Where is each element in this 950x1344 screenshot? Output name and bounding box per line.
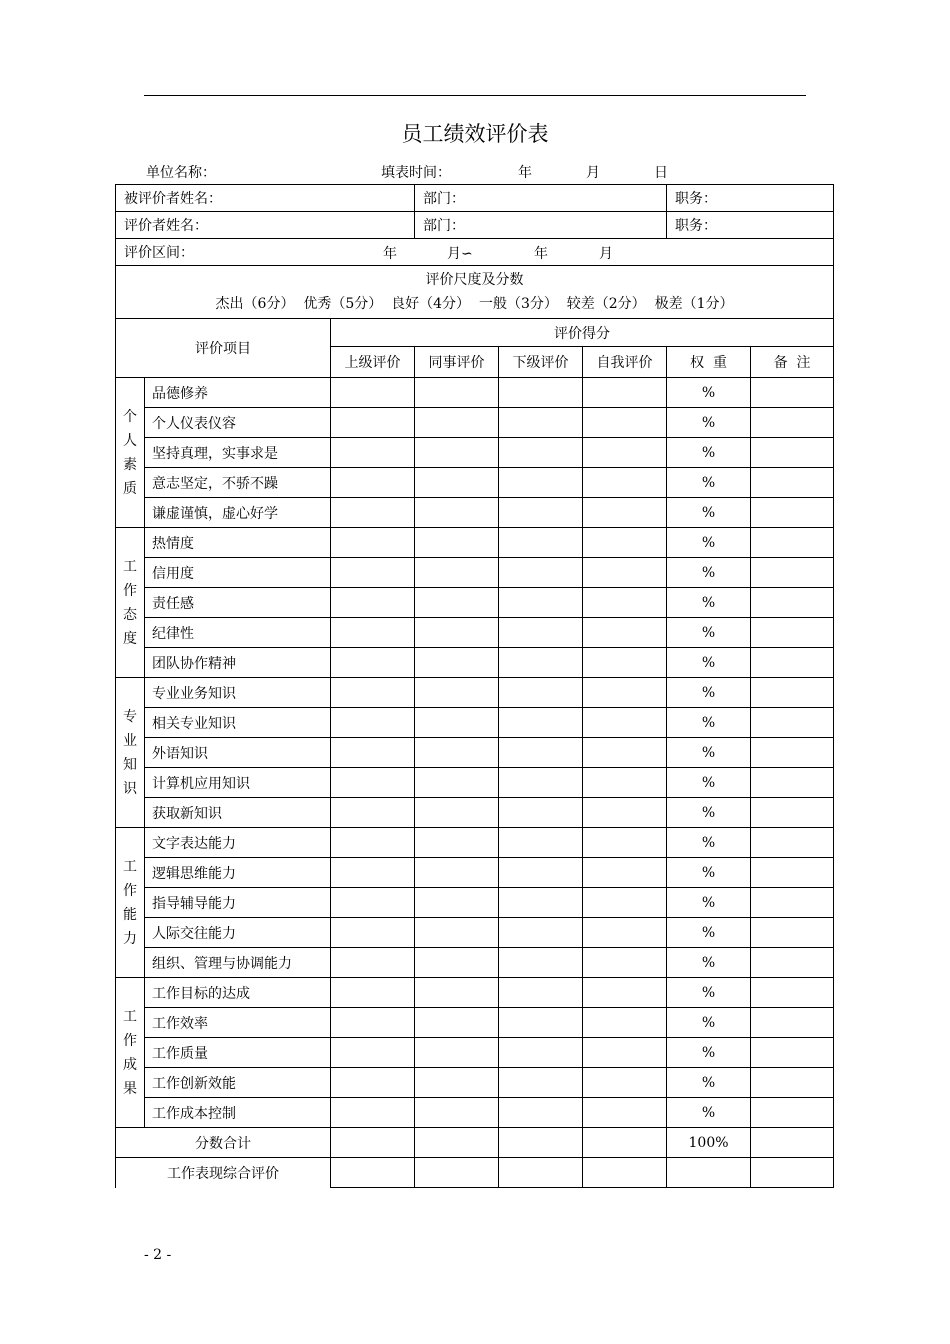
- item-row: [116, 978, 834, 1008]
- weight-cell[interactable]: %: [667, 378, 751, 408]
- total-superior-cell[interactable]: [331, 1128, 415, 1158]
- self-score-cell[interactable]: [583, 648, 667, 678]
- subordinate-score-cell[interactable]: [499, 918, 583, 948]
- self-score-cell[interactable]: [583, 708, 667, 738]
- item-label: 组织、管理与协调能力: [145, 948, 331, 978]
- peer-score-cell[interactable]: [415, 918, 499, 948]
- self-score-cell[interactable]: [583, 498, 667, 528]
- period-label: 评价区间：: [124, 245, 194, 261]
- item-label: 坚持真理，实事求是: [145, 438, 331, 468]
- superior-score-cell[interactable]: [331, 978, 415, 1008]
- item-label: 获取新知识: [145, 798, 331, 828]
- item-label: 工作质量: [145, 1038, 331, 1068]
- superior-score-cell[interactable]: [331, 708, 415, 738]
- self-score-cell[interactable]: [583, 918, 667, 948]
- superior-score-cell[interactable]: [331, 408, 415, 438]
- weight-cell[interactable]: %: [667, 528, 751, 558]
- subordinate-score-cell[interactable]: [499, 1038, 583, 1068]
- superior-score-cell[interactable]: [331, 378, 415, 408]
- total-subordinate-cell[interactable]: [499, 1128, 583, 1158]
- item-row: [116, 1098, 834, 1128]
- weight-cell[interactable]: %: [667, 438, 751, 468]
- weight-cell[interactable]: %: [667, 1098, 751, 1128]
- period-year: 年: [383, 246, 397, 262]
- item-row: [116, 918, 834, 948]
- evaluator-position-field[interactable]: 职务：: [667, 212, 834, 239]
- self-score-cell[interactable]: [583, 828, 667, 858]
- weight-cell[interactable]: %: [667, 1038, 751, 1068]
- total-peer-cell[interactable]: [415, 1128, 499, 1158]
- item-row: [116, 888, 834, 918]
- peer-score-cell[interactable]: [415, 408, 499, 438]
- weight-cell[interactable]: %: [667, 948, 751, 978]
- item-row: [116, 498, 834, 528]
- subordinate-score-cell[interactable]: [499, 648, 583, 678]
- category-label: [116, 678, 145, 828]
- remark-cell[interactable]: [751, 798, 834, 828]
- rating-scale-title: 评价尺度及分数: [425, 272, 524, 288]
- peer-score-cell[interactable]: [415, 378, 499, 408]
- header-rule: [144, 95, 806, 96]
- item-label: 工作目标的达成: [145, 978, 331, 1008]
- remark-cell[interactable]: [751, 408, 834, 438]
- self-score-cell[interactable]: [583, 408, 667, 438]
- item-row: [116, 1068, 834, 1098]
- category-name: 个人素质: [123, 408, 137, 497]
- self-score-cell[interactable]: [583, 798, 667, 828]
- remark-cell[interactable]: [751, 1008, 834, 1038]
- item-label: 相关专业知识: [145, 708, 331, 738]
- superior-score-cell[interactable]: [331, 468, 415, 498]
- peer-score-cell[interactable]: [415, 528, 499, 558]
- peer-score-cell[interactable]: [415, 708, 499, 738]
- item-label: 逻辑思维能力: [145, 858, 331, 888]
- self-score-cell[interactable]: [583, 588, 667, 618]
- peer-score-cell[interactable]: [415, 828, 499, 858]
- superior-score-cell[interactable]: [331, 618, 415, 648]
- overall-label: 工作表现综合评价: [116, 1158, 331, 1188]
- subordinate-score-cell[interactable]: [499, 768, 583, 798]
- item-label: 人际交往能力: [145, 918, 331, 948]
- weight-cell[interactable]: %: [667, 768, 751, 798]
- evaluatee-department-field[interactable]: 部门：: [415, 185, 667, 212]
- subordinate-score-cell[interactable]: [499, 438, 583, 468]
- weight-cell[interactable]: %: [667, 708, 751, 738]
- subordinate-score-cell[interactable]: [499, 408, 583, 438]
- remark-cell[interactable]: [751, 378, 834, 408]
- subordinate-score-cell[interactable]: [499, 378, 583, 408]
- self-score-cell[interactable]: [583, 1098, 667, 1128]
- peer-score-cell[interactable]: [415, 888, 499, 918]
- weight-cell[interactable]: %: [667, 618, 751, 648]
- item-row: [116, 798, 834, 828]
- remark-cell[interactable]: [751, 1098, 834, 1128]
- fill-year: 年: [518, 165, 532, 181]
- remark-cell[interactable]: [751, 978, 834, 1008]
- unit-name-label: 单位名称：: [146, 165, 216, 181]
- peer-score-cell[interactable]: [415, 1008, 499, 1038]
- column-header-weight: 权 重: [667, 347, 751, 378]
- remark-cell[interactable]: [751, 828, 834, 858]
- subordinate-score-cell[interactable]: [499, 528, 583, 558]
- superior-score-cell[interactable]: [331, 768, 415, 798]
- weight-cell[interactable]: %: [667, 888, 751, 918]
- overall-row: [116, 1158, 834, 1188]
- superior-score-cell[interactable]: [331, 888, 415, 918]
- remark-cell[interactable]: [751, 1038, 834, 1068]
- subordinate-score-cell[interactable]: [499, 558, 583, 588]
- item-label: 文字表达能力: [145, 828, 331, 858]
- category-name: 工作态度: [123, 558, 137, 647]
- item-row: [116, 528, 834, 558]
- fill-time-label: 填表时间：: [381, 165, 451, 181]
- item-label: 谦虚谨慎，虚心好学: [145, 498, 331, 528]
- subordinate-score-cell[interactable]: [499, 468, 583, 498]
- self-score-cell[interactable]: [583, 558, 667, 588]
- subordinate-score-cell[interactable]: [499, 1098, 583, 1128]
- evaluator-department-field[interactable]: 部门：: [415, 212, 667, 239]
- weight-cell[interactable]: %: [667, 588, 751, 618]
- weight-cell[interactable]: %: [667, 1068, 751, 1098]
- item-row: [116, 768, 834, 798]
- peer-score-cell[interactable]: [415, 588, 499, 618]
- item-label: 个人仪表仪容: [145, 408, 331, 438]
- weight-cell[interactable]: %: [667, 978, 751, 1008]
- column-header-remark: 备 注: [751, 347, 834, 378]
- total-weight-cell: 100%: [667, 1128, 751, 1158]
- self-score-cell[interactable]: [583, 978, 667, 1008]
- category-label: [116, 978, 145, 1128]
- peer-score-cell[interactable]: [415, 1038, 499, 1068]
- peer-score-cell[interactable]: [415, 978, 499, 1008]
- evaluator-name-field[interactable]: 评价者姓名：: [116, 212, 415, 239]
- superior-score-cell[interactable]: [331, 678, 415, 708]
- category-name: 工作能力: [123, 858, 137, 947]
- remark-cell[interactable]: [751, 768, 834, 798]
- subordinate-score-cell[interactable]: [499, 888, 583, 918]
- weight-cell[interactable]: %: [667, 498, 751, 528]
- remark-cell[interactable]: [751, 558, 834, 588]
- self-score-cell[interactable]: [583, 378, 667, 408]
- weight-cell[interactable]: %: [667, 408, 751, 438]
- category-label: [116, 528, 145, 678]
- remark-cell[interactable]: [751, 528, 834, 558]
- remark-cell[interactable]: [751, 708, 834, 738]
- subordinate-score-cell[interactable]: [499, 1068, 583, 1098]
- item-row: [116, 1038, 834, 1068]
- self-score-cell[interactable]: [583, 858, 667, 888]
- self-score-cell[interactable]: [583, 1008, 667, 1038]
- item-label: 工作成本控制: [145, 1098, 331, 1128]
- evaluatee-name-field[interactable]: 被评价者姓名：: [116, 185, 415, 212]
- subordinate-score-cell[interactable]: [499, 618, 583, 648]
- superior-score-cell[interactable]: [331, 1008, 415, 1038]
- item-row: [116, 708, 834, 738]
- item-label: 热情度: [145, 528, 331, 558]
- column-header-subordinate: 下级评价: [499, 347, 583, 378]
- item-row: [116, 678, 834, 708]
- self-score-cell[interactable]: [583, 1038, 667, 1068]
- self-score-cell[interactable]: [583, 528, 667, 558]
- superior-score-cell[interactable]: [331, 918, 415, 948]
- remark-cell[interactable]: [751, 918, 834, 948]
- peer-score-cell[interactable]: [415, 438, 499, 468]
- overall-cell[interactable]: [583, 1158, 667, 1188]
- item-label: 纪律性: [145, 618, 331, 648]
- subordinate-score-cell[interactable]: [499, 948, 583, 978]
- self-score-cell[interactable]: [583, 618, 667, 648]
- peer-score-cell[interactable]: [415, 468, 499, 498]
- rating-scale: [116, 266, 834, 319]
- overall-cell[interactable]: [751, 1158, 834, 1188]
- overall-cell[interactable]: [415, 1158, 499, 1188]
- peer-score-cell[interactable]: [415, 948, 499, 978]
- item-label: 指导辅导能力: [145, 888, 331, 918]
- subordinate-score-cell[interactable]: [499, 588, 583, 618]
- item-row: [116, 408, 834, 438]
- remark-cell[interactable]: [751, 1068, 834, 1098]
- overall-cell[interactable]: [667, 1158, 751, 1188]
- remark-cell[interactable]: [751, 468, 834, 498]
- total-label: 分数合计: [116, 1128, 331, 1158]
- item-row: [116, 948, 834, 978]
- item-row: [116, 588, 834, 618]
- evaluation-table: [115, 184, 834, 1188]
- peer-score-cell[interactable]: [415, 768, 499, 798]
- self-score-cell[interactable]: [583, 948, 667, 978]
- remark-cell[interactable]: [751, 498, 834, 528]
- category-label: [116, 378, 145, 528]
- peer-score-cell[interactable]: [415, 1068, 499, 1098]
- peer-score-cell[interactable]: [415, 678, 499, 708]
- subordinate-score-cell[interactable]: [499, 498, 583, 528]
- self-score-cell[interactable]: [583, 678, 667, 708]
- total-row: [116, 1128, 834, 1158]
- item-label: 专业业务知识: [145, 678, 331, 708]
- peer-score-cell[interactable]: [415, 498, 499, 528]
- weight-cell[interactable]: %: [667, 678, 751, 708]
- period-month-sep: 月∽: [447, 246, 473, 262]
- subordinate-score-cell[interactable]: [499, 978, 583, 1008]
- category-name: 专业知识: [123, 708, 137, 797]
- self-score-cell[interactable]: [583, 888, 667, 918]
- evaluation-period-field[interactable]: [116, 239, 834, 266]
- fill-day: 日: [654, 165, 668, 181]
- superior-score-cell[interactable]: [331, 648, 415, 678]
- weight-cell[interactable]: %: [667, 1008, 751, 1038]
- remark-cell[interactable]: [751, 948, 834, 978]
- page-title: 员工绩效评价表: [401, 122, 549, 146]
- item-row: [116, 468, 834, 498]
- subordinate-score-cell[interactable]: [499, 1008, 583, 1038]
- item-row: [116, 378, 834, 408]
- column-header-item: 评价项目: [116, 319, 331, 378]
- peer-score-cell[interactable]: [415, 618, 499, 648]
- item-label: 团队协作精神: [145, 648, 331, 678]
- category-label: [116, 828, 145, 978]
- remark-cell[interactable]: [751, 678, 834, 708]
- column-header-self: 自我评价: [583, 347, 667, 378]
- peer-score-cell[interactable]: [415, 648, 499, 678]
- peer-score-cell[interactable]: [415, 738, 499, 768]
- peer-score-cell[interactable]: [415, 798, 499, 828]
- superior-score-cell[interactable]: [331, 558, 415, 588]
- page-number: - 2 -: [144, 1247, 172, 1263]
- weight-cell[interactable]: %: [667, 828, 751, 858]
- item-label: 责任感: [145, 588, 331, 618]
- peer-score-cell[interactable]: [415, 858, 499, 888]
- remark-cell[interactable]: [751, 858, 834, 888]
- superior-score-cell[interactable]: [331, 438, 415, 468]
- item-label: 计算机应用知识: [145, 768, 331, 798]
- remark-cell[interactable]: [751, 438, 834, 468]
- peer-score-cell[interactable]: [415, 1098, 499, 1128]
- item-label: 品德修养: [145, 378, 331, 408]
- overall-cell[interactable]: [499, 1158, 583, 1188]
- item-row: [116, 828, 834, 858]
- subordinate-score-cell[interactable]: [499, 708, 583, 738]
- self-score-cell[interactable]: [583, 738, 667, 768]
- self-score-cell[interactable]: [583, 468, 667, 498]
- evaluatee-position-field[interactable]: 职务：: [667, 185, 834, 212]
- weight-cell[interactable]: %: [667, 558, 751, 588]
- superior-score-cell[interactable]: [331, 528, 415, 558]
- weight-cell[interactable]: %: [667, 858, 751, 888]
- item-label: 工作创新效能: [145, 1068, 331, 1098]
- item-row: [116, 738, 834, 768]
- peer-score-cell[interactable]: [415, 558, 499, 588]
- item-label: 工作效率: [145, 1008, 331, 1038]
- remark-cell[interactable]: [751, 588, 834, 618]
- column-header-superior: 上级评价: [331, 347, 415, 378]
- weight-cell[interactable]: %: [667, 648, 751, 678]
- subordinate-score-cell[interactable]: [499, 738, 583, 768]
- superior-score-cell[interactable]: [331, 588, 415, 618]
- overall-cell[interactable]: [331, 1158, 415, 1188]
- subordinate-score-cell[interactable]: [499, 798, 583, 828]
- item-row: [116, 618, 834, 648]
- item-row: [116, 1008, 834, 1038]
- period-month2: 月: [599, 246, 613, 262]
- self-score-cell[interactable]: [583, 1068, 667, 1098]
- superior-score-cell[interactable]: [331, 948, 415, 978]
- period-year2: 年: [534, 246, 548, 262]
- superior-score-cell[interactable]: [331, 1068, 415, 1098]
- category-name: 工作成果: [123, 1008, 137, 1097]
- total-self-cell[interactable]: [583, 1128, 667, 1158]
- item-label: 意志坚定，不骄不躁: [145, 468, 331, 498]
- total-remark-cell[interactable]: [751, 1128, 834, 1158]
- item-row: [116, 648, 834, 678]
- weight-cell[interactable]: %: [667, 798, 751, 828]
- item-row: [116, 558, 834, 588]
- subordinate-score-cell[interactable]: [499, 828, 583, 858]
- superior-score-cell[interactable]: [331, 798, 415, 828]
- fill-month: 月: [586, 165, 600, 181]
- superior-score-cell[interactable]: [331, 498, 415, 528]
- subordinate-score-cell[interactable]: [499, 858, 583, 888]
- item-label: 外语知识: [145, 738, 331, 768]
- superior-score-cell[interactable]: [331, 1038, 415, 1068]
- remark-cell[interactable]: [751, 618, 834, 648]
- weight-cell[interactable]: %: [667, 918, 751, 948]
- weight-cell[interactable]: %: [667, 468, 751, 498]
- item-row: [116, 438, 834, 468]
- superior-score-cell[interactable]: [331, 858, 415, 888]
- superior-score-cell[interactable]: [331, 1098, 415, 1128]
- item-row: [116, 858, 834, 888]
- column-header-score-group: 评价得分: [331, 319, 834, 347]
- self-score-cell[interactable]: [583, 438, 667, 468]
- subordinate-score-cell[interactable]: [499, 678, 583, 708]
- superior-score-cell[interactable]: [331, 828, 415, 858]
- weight-cell[interactable]: %: [667, 738, 751, 768]
- superior-score-cell[interactable]: [331, 738, 415, 768]
- remark-cell[interactable]: [751, 888, 834, 918]
- item-label: 信用度: [145, 558, 331, 588]
- remark-cell[interactable]: [751, 738, 834, 768]
- remark-cell[interactable]: [751, 648, 834, 678]
- rating-scale-levels: 杰出（6分） 优秀（5分） 良好（4分） 一般（3分） 较差（2分） 极差（1分）: [215, 296, 734, 312]
- column-header-peer: 同事评价: [415, 347, 499, 378]
- self-score-cell[interactable]: [583, 768, 667, 798]
